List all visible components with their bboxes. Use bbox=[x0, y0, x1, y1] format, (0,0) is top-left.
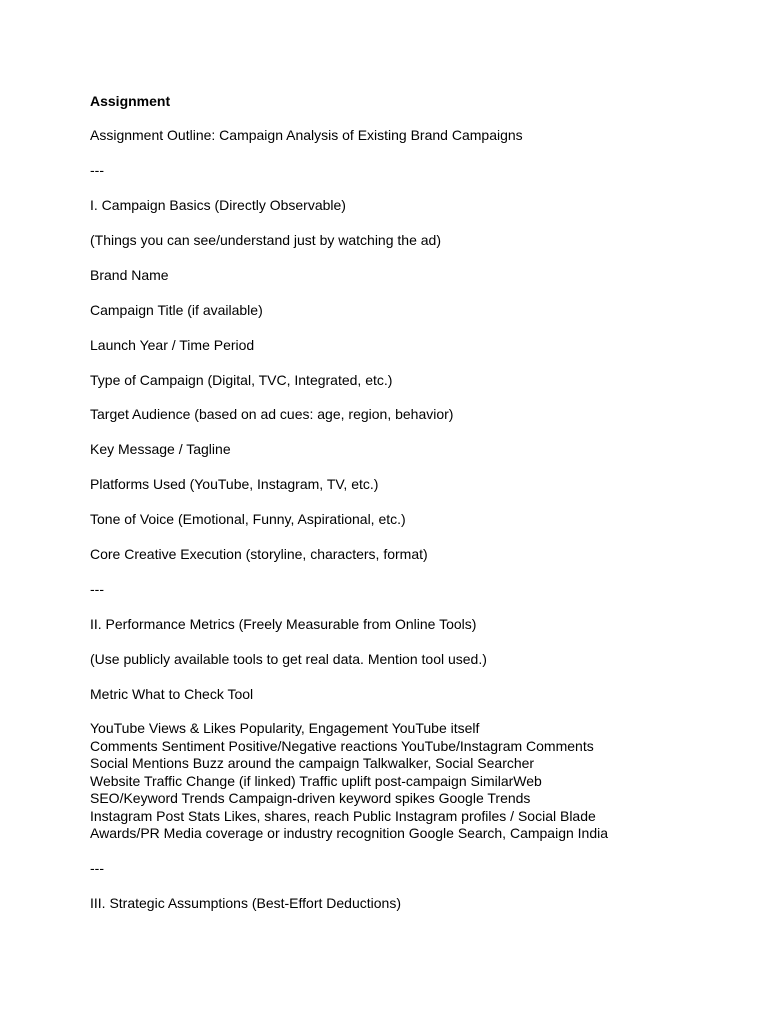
section1-note: (Things you can see/understand just by watching the ad) bbox=[90, 232, 441, 248]
separator-2: --- bbox=[90, 581, 104, 597]
section1-item-campaign-type: Type of Campaign (Digital, TVC, Integrated, etc.) bbox=[90, 372, 393, 388]
section1-item-tone-of-voice: Tone of Voice (Emotional, Funny, Aspirational, etc.) bbox=[90, 511, 406, 527]
document-heading: Assignment bbox=[90, 93, 171, 109]
table-row: Instagram Post Stats Likes, shares, reach Public Instagram profiles / Social Blade bbox=[90, 807, 596, 824]
section1-item-campaign-title: Campaign Title (if available) bbox=[90, 302, 263, 318]
section1-item-key-message: Key Message / Tagline bbox=[90, 441, 231, 457]
table-row: Comments Sentiment Positive/Negative reactions YouTube/Instagram Comments bbox=[90, 737, 594, 754]
outline-title: Assignment Outline: Campaign Analysis of Existing Brand Campaigns bbox=[90, 127, 523, 143]
section2-title: II. Performance Metrics (Freely Measurable from Online Tools) bbox=[90, 616, 477, 632]
section3-title: III. Strategic Assumptions (Best-Effort Deductions) bbox=[90, 895, 401, 911]
section1-item-launch-year: Launch Year / Time Period bbox=[90, 337, 255, 353]
section1-item-target-audience: Target Audience (based on ad cues: age, region, behavior) bbox=[90, 406, 454, 422]
section1-item-platforms: Platforms Used (YouTube, Instagram, TV, etc.) bbox=[90, 476, 379, 492]
section2-note: (Use publicly available tools to get real data. Mention tool used.) bbox=[90, 651, 487, 667]
section1-title: I. Campaign Basics (Directly Observable) bbox=[90, 197, 346, 213]
table-row: SEO/Keyword Trends Campaign-driven keyword spikes Google Trends bbox=[90, 790, 531, 806]
separator-3: --- bbox=[90, 860, 104, 876]
table-row: Awards/PR Media coverage or industry recognition Google Search, Campaign India bbox=[90, 825, 609, 841]
section1-item-creative-execution: Core Creative Execution (storyline, characters, format) bbox=[90, 546, 428, 562]
metrics-table-header: Metric What to Check Tool bbox=[90, 686, 254, 702]
table-row: YouTube Views & Likes Popularity, Engagement YouTube itself bbox=[90, 720, 480, 736]
table-row: Website Traffic Change (if linked) Traffic uplift post-campaign SimilarWeb bbox=[90, 772, 542, 789]
metrics-table bbox=[90, 720, 608, 843]
table-row: Social Mentions Buzz around the campaign Talkwalker, Social Searcher bbox=[90, 755, 535, 771]
section1-item-brand-name: Brand Name bbox=[90, 267, 169, 283]
separator-1: --- bbox=[90, 162, 104, 178]
